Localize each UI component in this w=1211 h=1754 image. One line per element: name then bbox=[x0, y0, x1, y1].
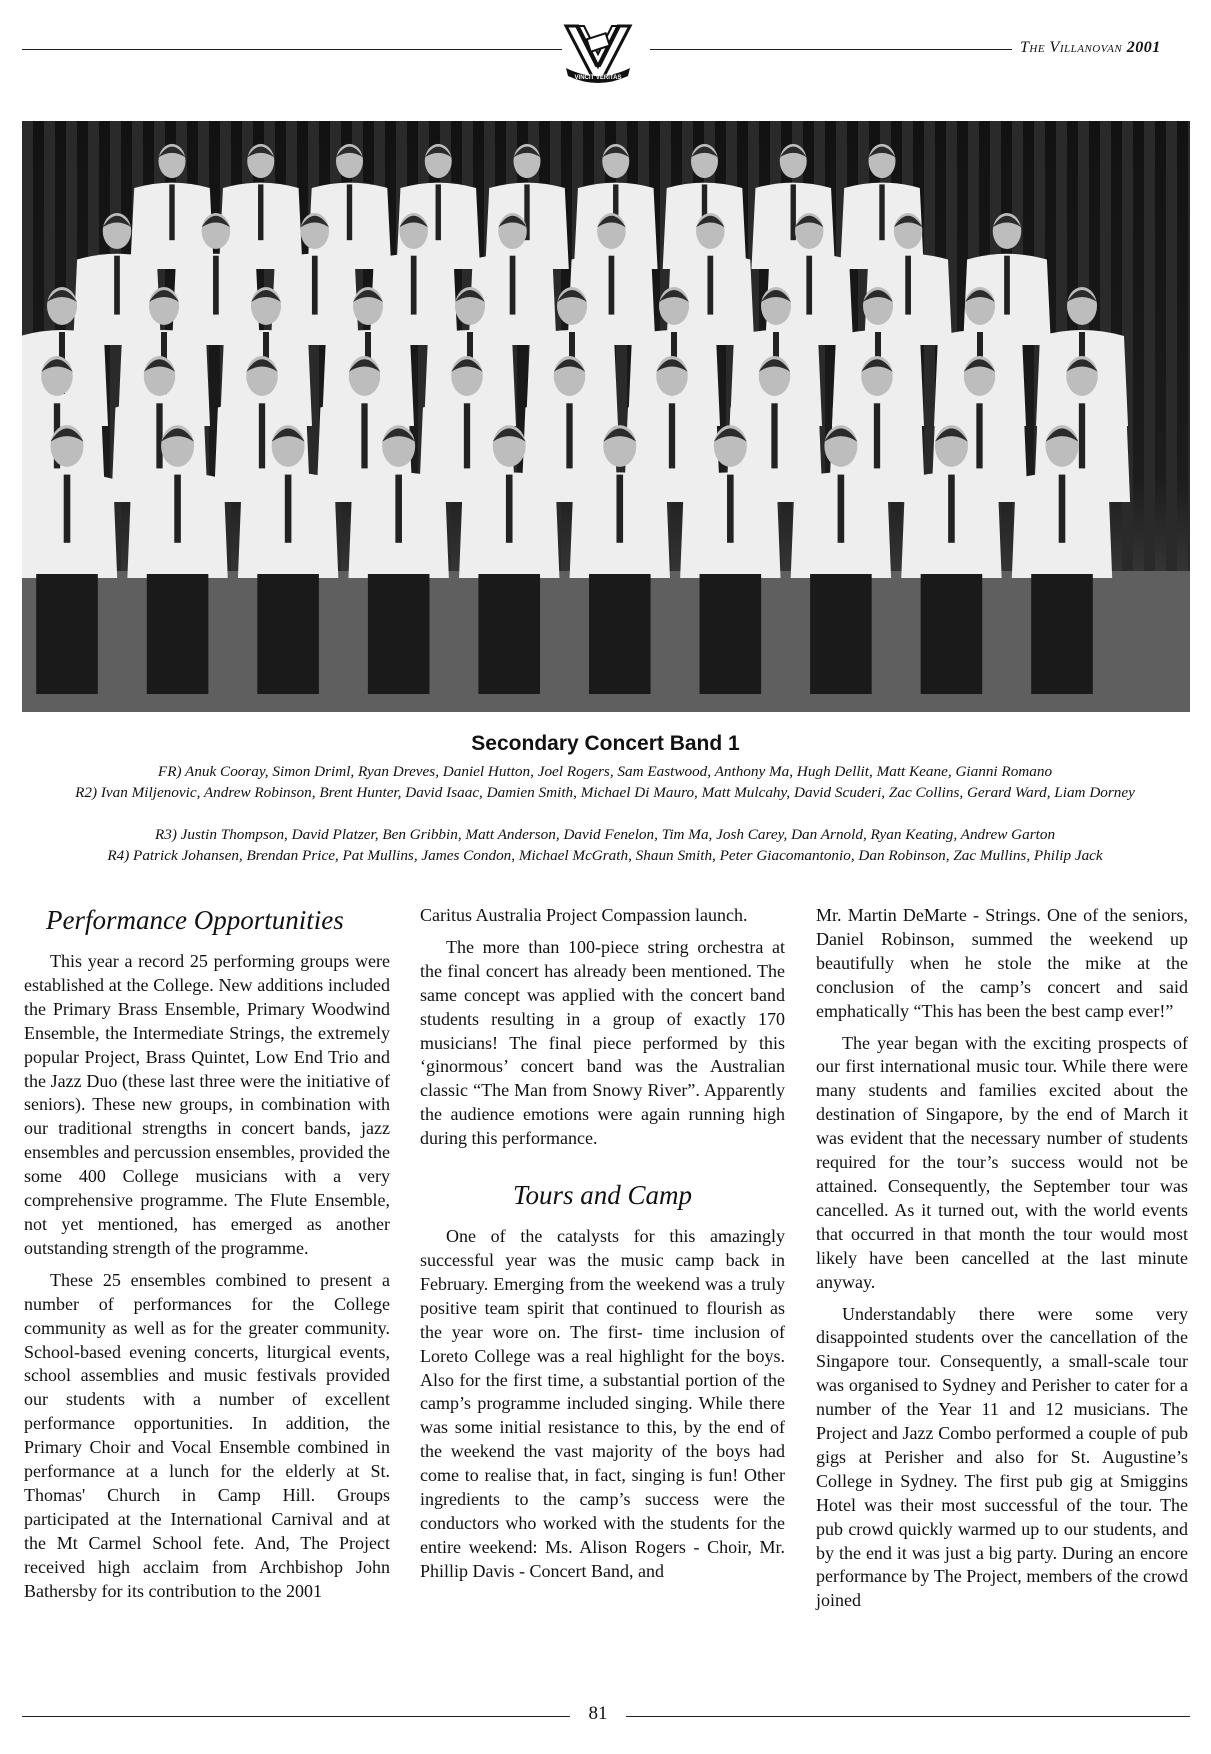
vv-crest-icon bbox=[560, 22, 636, 88]
photo-caption-title: Secondary Concert Band 1 bbox=[471, 732, 740, 755]
section-heading-performance: Performance Opportunities bbox=[46, 905, 344, 935]
caption-row-front: FR) Anuk Cooray, Simon Driml, Ryan Dreves, Daniel Hutton, Joel Rogers, Sam Eastwood, Anthony Ma, Hugh Dellit, Matt Keane, Gianni Romano bbox=[157, 763, 1053, 780]
paragraph: The year began with the exciting prospects of our first international music tour. While there were many students and families excited about the destination of Singapore, by the end of March it was evident that the necessary number of students required for the tour’s success would not be attained. Consequently, the September tour was cancelled. As it turned out, with the world events that occurred in that month the tour would most likely have been cancelled at the last minute anyway. bbox=[816, 1032, 1188, 1292]
footer-rule-right bbox=[626, 1716, 1190, 1717]
publication-year: 2001 bbox=[1126, 39, 1161, 56]
article-column-3 bbox=[816, 904, 1188, 1621]
footer-rule-left bbox=[22, 1716, 570, 1717]
logo-motto: VINCIT VERITAS bbox=[574, 75, 622, 81]
paragraph: The more than 100-piece string orchestra at the final concert has already been mentioned. The same concept was applied with the concert band students resulting in a group of exactly 170 musicians! The final piece performed by this ‘ginormous’ concert band was the Australian classic “The Man from Snowy River”. Apparently the audience emotions were again running high during this performance. bbox=[420, 936, 785, 1149]
page-number: 81 bbox=[588, 1703, 608, 1724]
paragraph: Mr. Martin DeMarte - Strings. One of the seniors, Daniel Robinson, summed the weekend up beautifully when he stole the mike at the conclusion of the camp’s concert and said emphatically “This has been the best camp ever!” bbox=[816, 905, 1188, 1021]
group-photo-drawing bbox=[22, 121, 1190, 712]
paragraph: These 25 ensembles combined to present a number of performances for the College community as well as for the greater community. School-based evening concerts, liturgical events, school assemblies and music festivals provided our students with a number of excellent performance opportunities. In addition, the Primary Choir and Vocal Ensemble combined in performance at a lunch for the elderly at St. Thomas' Church in Camp Hill. Groups participated at the International Carnival and at the Mt Carmel School fete. And, The Project received high acclaim from Archbishop John Bathersby for its contribution to the 2001 bbox=[24, 1269, 390, 1601]
article-column-1 bbox=[24, 904, 390, 1611]
college-logo bbox=[560, 22, 636, 88]
paragraph: Caritus Australia Project Compassion launch. bbox=[420, 905, 748, 925]
group-photo bbox=[22, 121, 1190, 712]
publication-title: The Villanovan bbox=[1020, 39, 1123, 56]
curtain-fold bbox=[1144, 121, 1155, 571]
curtain-fold bbox=[1166, 121, 1177, 571]
header-rule-right bbox=[650, 49, 1012, 50]
article-column-2 bbox=[420, 904, 785, 1592]
caption-row-4: R4) Patrick Johansen, Brendan Price, Pat Mullins, James Condon, Michael McGrath, Shaun Smith, Peter Giacomantonio, Dan Robinson, Zac Mullins, Philip Jack bbox=[107, 847, 1103, 864]
header-rule-left bbox=[22, 49, 562, 50]
section-heading-tours: Tours and Camp bbox=[512, 1180, 693, 1211]
running-head bbox=[1020, 39, 1161, 57]
caption-row-3: R3) Justin Thompson, David Platzer, Ben Gribbin, Matt Anderson, David Fenelon, Tim Ma, Josh Carey, Dan Arnold, Ryan Keating, Andrew Garton bbox=[154, 826, 1056, 843]
paragraph: One of the catalysts for this amazingly successful year was the music camp back in February. Emerging from the weekend was a truly positive team spirit that continued to flourish as the year wore on. The first- time inclusion of Loreto College was a real highlight for the boys. Also for the first time, a substantial portion of the camp’s programme included singing. While there was some initial resistance to this, by the end of the weekend the vast majority of the boys had come to realise that, in fact, singing is fun! Other ingredients to the camp’s success were the conductors who worked with the students for the entire weekend: Ms. Alison Rogers - Choir, Mr. Phillip Davis - Concert Band, and bbox=[420, 1226, 785, 1581]
caption-row-2: R2) Ivan Miljenovic, Andrew Robinson, Brent Hunter, David Isaac, Damien Smith, Michael Di Mauro, Matt Mulcahy, David Scuderi, Zac Collins, Gerard Ward, Liam Dorney bbox=[75, 784, 1135, 801]
curtain-fold bbox=[1188, 121, 1190, 571]
paragraph: Understandably there were some very disappointed students over the cancellation of the Singapore tour. Consequently, a small-scale tour was organised to Sydney and Perisher to cater for a number of the Year 11 and 12 musicians. The Project and Jazz Combo performed a couple of pub gigs at Perisher and also for St. Augustine’s College in Sydney. The first pub gig at Smiggins Hotel was their most successful of the tour. The pub crowd quickly warmed up to our students, and by the end it was just a big party. During an encore performance by The Project, members of the crowd joined bbox=[816, 1303, 1188, 1611]
paragraph: This year a record 25 performing groups were established at the College. New additions included the Primary Brass Ensemble, Primary Woodwind Ensemble, the Intermediate Strings, the extremely popular Project, Brass Quintet, Low End Trio and the Jazz Duo (these last three were the initiative of seniors). These new groups, in combination with our traditional strengths in concert bands, jazz ensembles and percussion ensembles, provided the some 400 College musicians with a very comprehensive programme. The Flute Ensemble, not yet mentioned, has emerged as another outstanding strength of the programme. bbox=[24, 951, 390, 1258]
